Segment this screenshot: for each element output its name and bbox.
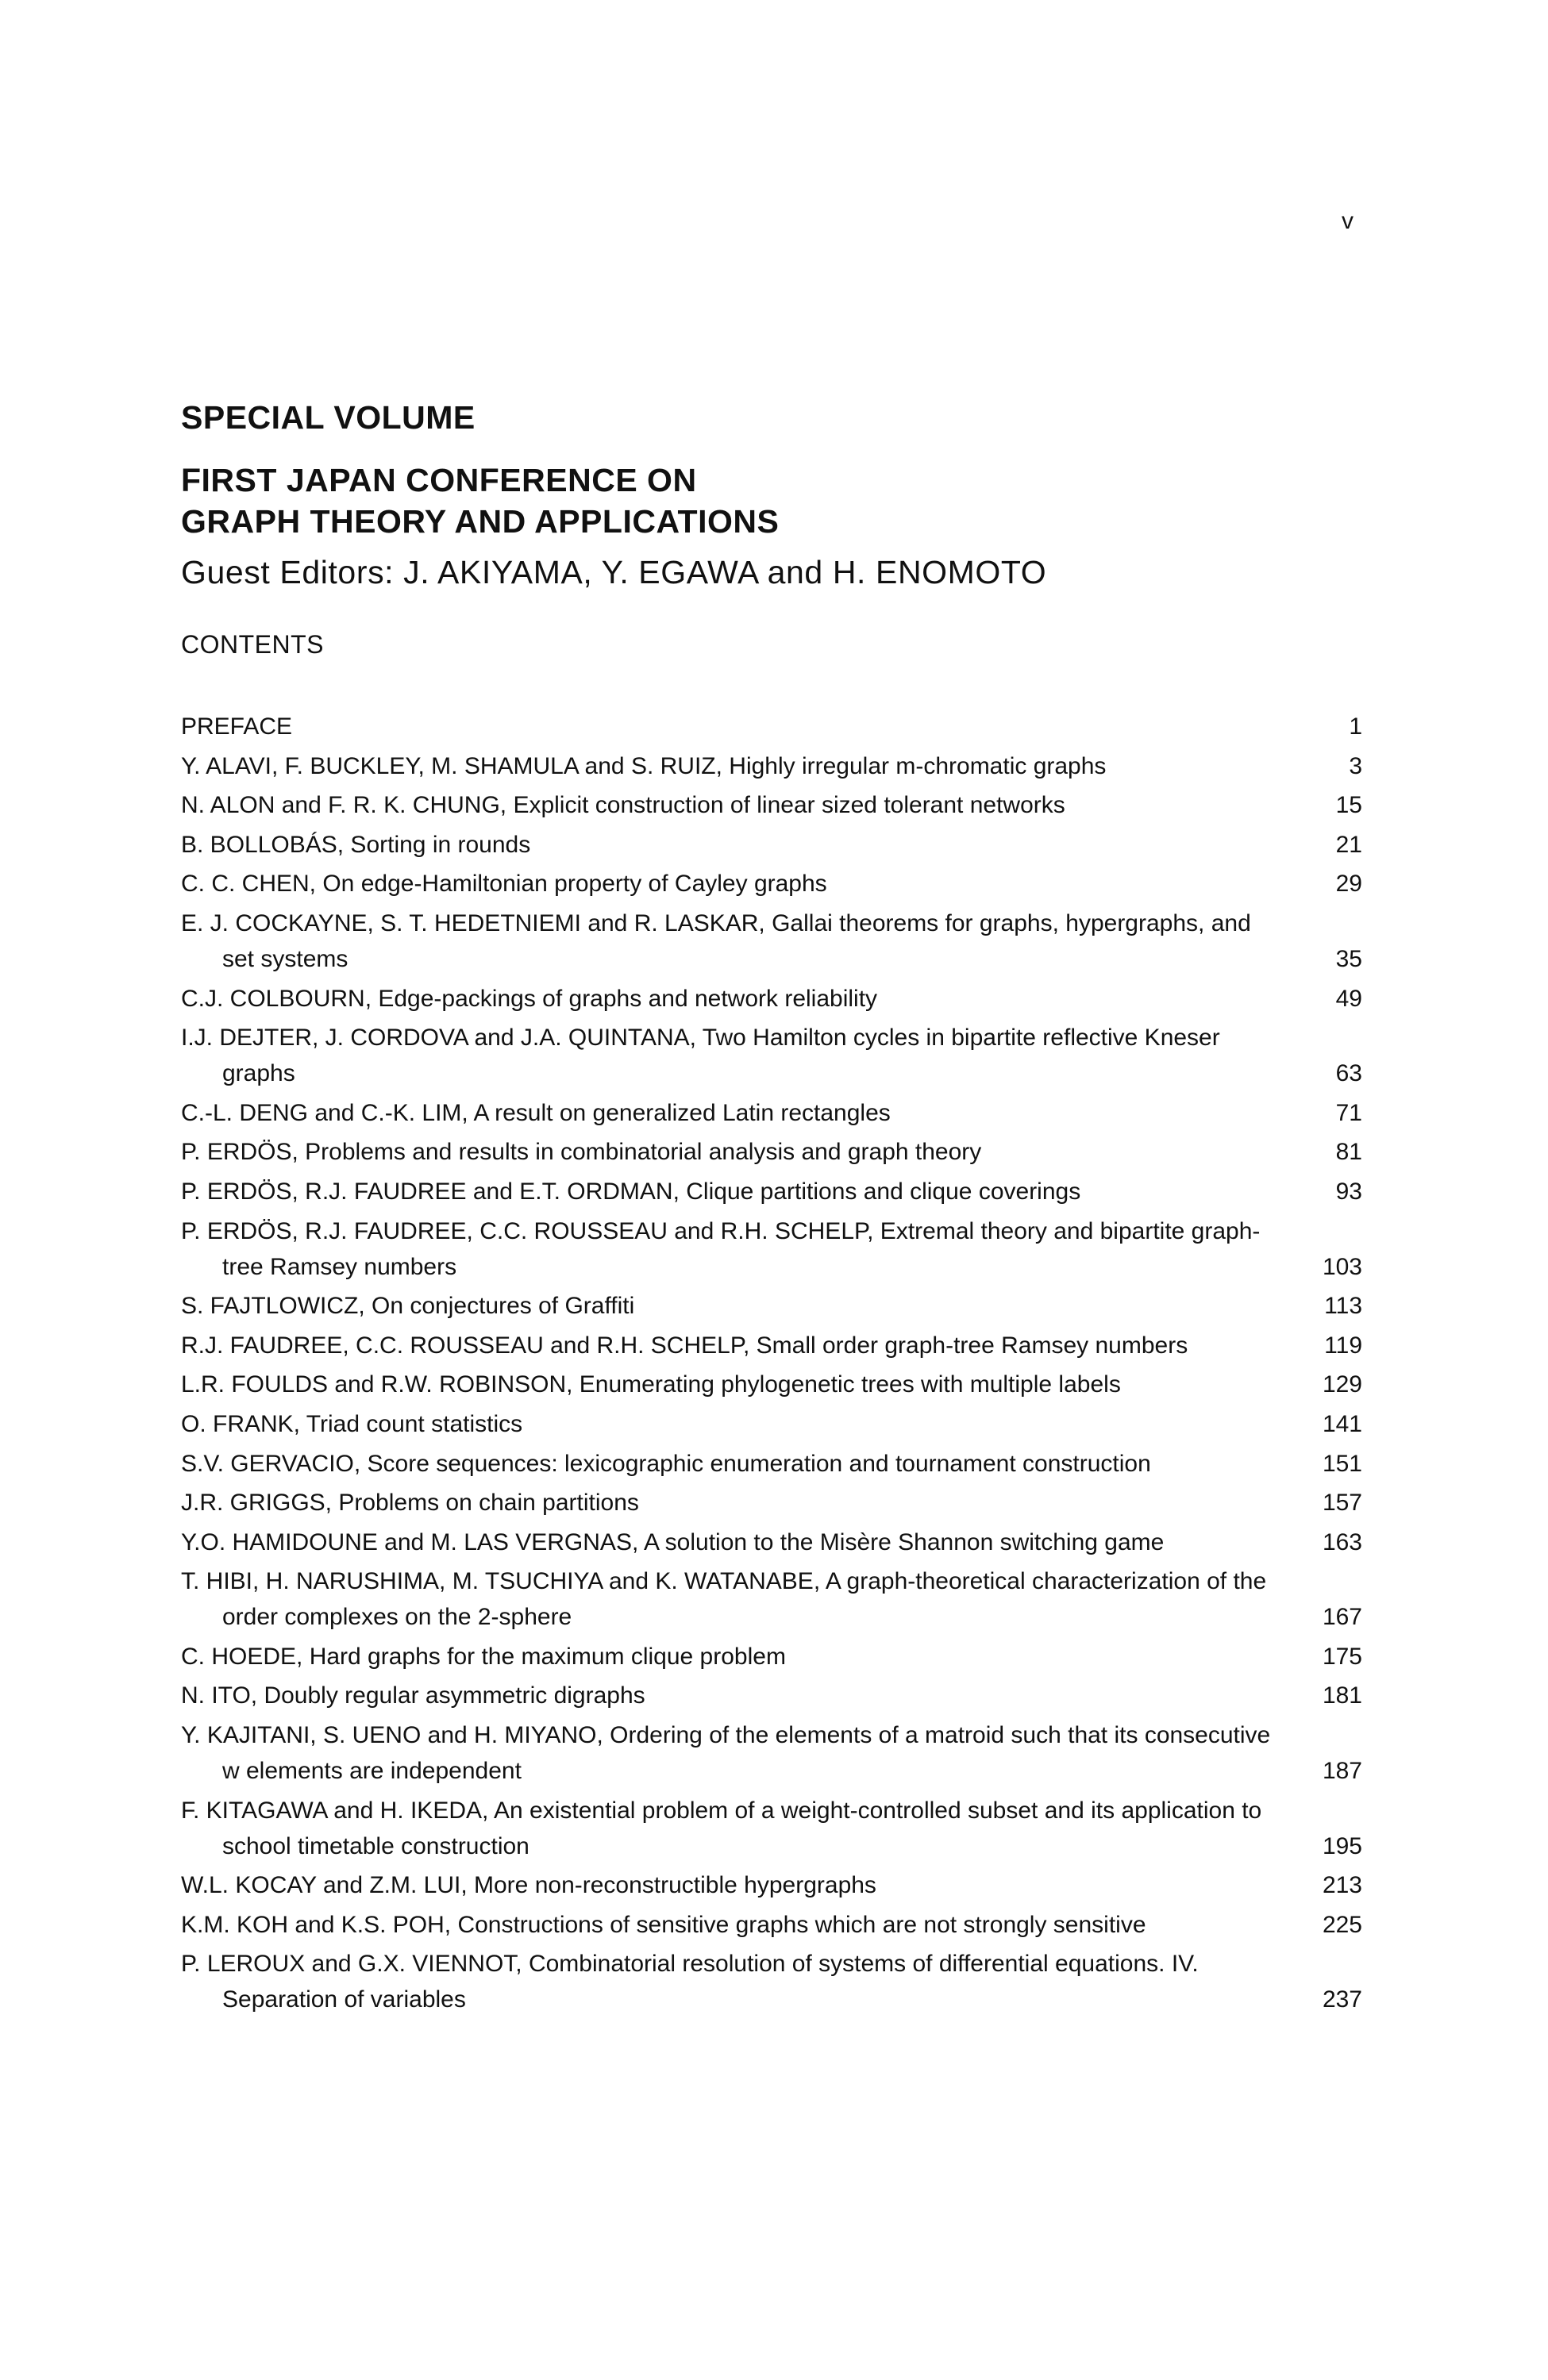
toc-entry-page: 141 [1322,1410,1362,1437]
toc-entry-title: Y.O. HAMIDOUNE and M. LAS VERGNAS, A solution to the Misère Shannon switching game [181,1528,1165,1555]
toc-entry [181,1367,1362,1402]
toc-entry-page: 157 [1322,1490,1362,1517]
contents-heading: CONTENTS [181,630,324,659]
toc-entry-title: R.J. FAUDREE, C.C. ROUSSEAU and R.H. SCHELP, Small order graph-tree Ramsey numbers [181,1332,1188,1359]
toc-entry-page: 213 [1322,1872,1362,1899]
toc-entry-page: 225 [1322,1911,1362,1938]
toc-entry [181,1525,1362,1560]
table-of-contents [181,709,1362,2021]
toc-entry-title: K.M. KOH and K.S. POH, Constructions of sensitive graphs which are not strongly sensitive [181,1911,1146,1938]
volume-header [181,397,1372,593]
toc-entry [181,866,1362,902]
toc-entry [181,981,1362,1017]
toc-entry-page: 81 [1335,1139,1362,1166]
toc-entry [181,1174,1362,1209]
toc-entry [181,1095,1362,1131]
toc-entry [181,1678,1362,1713]
toc-entry-page: 187 [1322,1758,1362,1785]
toc-entry-page: 35 [1335,945,1362,972]
toc-entry-title: C. C. CHEN, On edge-Hamiltonian property of Cayley graphs [181,871,827,898]
toc-entry [181,1639,1362,1674]
toc-entry [181,1328,1362,1363]
toc-entry-page: 119 [1324,1332,1362,1359]
toc-entry [181,1907,1362,1943]
toc-entry-title: O. FRANK, Triad count statistics [181,1410,523,1437]
toc-entry-page: 93 [1335,1178,1362,1205]
toc-entry-page: 63 [1335,1060,1362,1087]
toc-entry-page: 181 [1322,1682,1362,1709]
toc-entry-title: N. ALON and F. R. K. CHUNG, Explicit construction of linear sized tolerant networks [181,792,1065,819]
toc-entry-title: T. HIBI, H. NARUSHIMA, M. TSUCHIYA and K. WATANABE, A graph-theoretical characterization of the order complexes on the 2-sphere [181,1568,1267,1631]
toc-entry-page: 15 [1335,792,1362,819]
toc-entry-title: E. J. COCKAYNE, S. T. HEDETNIEMI and R. LASKAR, Gallai theorems for graphs, hypergraphs, and set systems [181,909,1251,972]
toc-entry-title: Y. KAJITANI, S. UENO and H. MIYANO, Ordering of the elements of a matroid such that its consecutive w elements are independent [181,1722,1271,1785]
toc-entry-page: 175 [1322,1643,1362,1670]
toc-entry-title: F. KITAGAWA and H. IKEDA, An existential problem of a weight-controlled subset and its application to school timetable construction [181,1797,1262,1859]
toc-entry-page: 49 [1335,985,1362,1012]
toc-entry [181,1793,1362,1864]
conference-title-line-1: FIRST JAPAN CONFERENCE ON [181,462,697,498]
toc-entry-title: P. LEROUX and G.X. VIENNOT, Combinatorial resolution of systems of differential equations. IV. Separation of variables [181,1951,1199,2013]
toc-entry-page: 21 [1335,831,1362,858]
toc-entry-title: N. ITO, Doubly regular asymmetric digraphs [181,1682,645,1709]
toc-entry-title: P. ERDÖS, R.J. FAUDREE and E.T. ORDMAN, Clique partitions and clique coverings [181,1178,1081,1205]
toc-entry [181,827,1362,863]
toc-entry [181,709,1362,744]
toc-entry-page: 195 [1322,1832,1362,1859]
toc-entry [181,905,1362,977]
toc-entry [181,1946,1362,2017]
toc-entry [181,787,1362,823]
toc-entry-page: 167 [1322,1604,1362,1631]
toc-entry [181,1867,1362,1903]
toc-entry-title: C. HOEDE, Hard graphs for the maximum clique problem [181,1643,786,1670]
toc-entry [181,1717,1362,1789]
toc-entry-title: W.L. KOCAY and Z.M. LUI, More non-reconstructible hypergraphs [181,1872,876,1899]
toc-entry-title: I.J. DEJTER, J. CORDOVA and J.A. QUINTANA, Two Hamilton cycles in bipartite reflective Kneser graphs [181,1025,1220,1087]
toc-entry-page: 151 [1322,1450,1362,1477]
toc-entry-title: S.V. GERVACIO, Score sequences: lexicographic enumeration and tournament construction [181,1450,1151,1477]
toc-entry [181,1213,1362,1285]
toc-entry [181,1446,1362,1482]
toc-entry-page: 163 [1322,1528,1362,1555]
toc-entry-title: C.-L. DENG and C.-K. LIM, A result on generalized Latin rectangles [181,1099,891,1126]
toc-entry-title: S. FAJTLOWICZ, On conjectures of Graffiti [181,1293,635,1320]
toc-entry-page: 1 [1349,713,1362,740]
toc-entry-page: 3 [1349,752,1362,779]
toc-entry-title: L.R. FOULDS and R.W. ROBINSON, Enumerating phylogenetic trees with multiple labels [181,1371,1121,1398]
toc-entry-page: 71 [1335,1099,1362,1126]
toc-entry-title: P. ERDÖS, R.J. FAUDREE, C.C. ROUSSEAU and R.H. SCHELP, Extremal theory and bipartite graph-tree Ramsey numbers [181,1217,1261,1280]
guest-editors: Guest Editors: J. AKIYAMA, Y. EGAWA and H. ENOMOTO [181,554,1047,590]
conference-title-line-2: GRAPH THEORY AND APPLICATIONS [181,503,780,540]
toc-entry-title: B. BOLLOBÁS, Sorting in rounds [181,831,531,858]
toc-entry-page: 129 [1322,1371,1362,1398]
page-number: v [1342,208,1354,234]
toc-entry-title: Y. ALAVI, F. BUCKLEY, M. SHAMULA and S. RUIZ, Highly irregular m-chromatic graphs [181,752,1107,779]
toc-entry [181,1020,1362,1091]
toc-entry [181,1288,1362,1324]
toc-entry [181,1134,1362,1170]
toc-entry-title: J.R. GRIGGS, Problems on chain partitions [181,1490,639,1517]
toc-entry-page: 237 [1322,1986,1362,2013]
toc-entry [181,748,1362,784]
toc-entry [181,1485,1362,1521]
toc-entry-page: 113 [1324,1293,1362,1320]
toc-entry [181,1563,1362,1635]
toc-entry [181,1406,1362,1442]
toc-entry-page: 103 [1322,1253,1362,1280]
toc-entry-page: 29 [1335,871,1362,898]
toc-entry-title: P. ERDÖS, Problems and results in combinatorial analysis and graph theory [181,1139,982,1166]
toc-entry-title: PREFACE [181,713,293,740]
special-volume-title: SPECIAL VOLUME [181,399,476,436]
toc-entry-title: C.J. COLBOURN, Edge-packings of graphs and network reliability [181,985,878,1012]
